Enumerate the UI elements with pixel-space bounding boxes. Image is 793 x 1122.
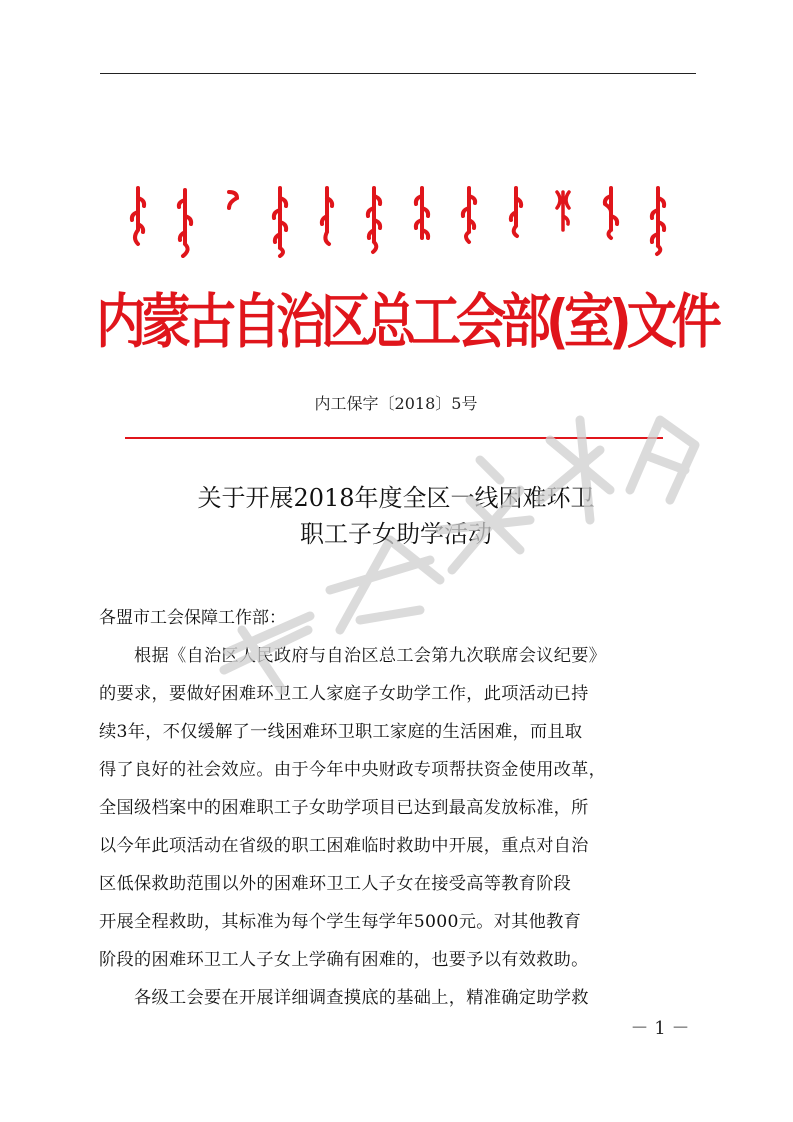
body-line: 以今年此项活动在省级的职工困难临时救助中开展，重点对自治 [99, 836, 589, 856]
document-title-line-2: 职工子女助学活动 [300, 520, 492, 548]
red-divider [125, 437, 663, 439]
mongolian-word [601, 186, 621, 258]
mongolian-word [317, 186, 337, 258]
document-title-line-1: 关于开展2018年度全区一线困难环卫 [197, 484, 595, 512]
mongolian-word [223, 186, 243, 258]
agency-title: 内蒙古自治区总工会部(室)文件 [96, 287, 717, 357]
mongolian-word [553, 186, 573, 258]
body-line: 阶段的困难环卫工人子女上学确有困难的，也要予以有效救助。 [99, 950, 589, 970]
mongolian-word [270, 186, 290, 258]
mongolian-title [128, 186, 668, 258]
mongolian-word [459, 186, 479, 258]
mongolian-word [128, 186, 148, 258]
mongolian-word [648, 186, 668, 258]
mongolian-word [364, 186, 384, 258]
body-line: 区低保救助范围以外的困难环卫工人子女在接受高等教育阶段 [99, 874, 572, 894]
body-line: 各级工会要在开展详细调查摸底的基础上，精准确定助学救 [134, 988, 589, 1008]
body-line: 根据《自治区人民政府与自治区总工会第九次联席会议纪要》 [134, 646, 607, 666]
page-number: － 1 － [630, 1018, 690, 1039]
body-line: 的要求，要做好困难环卫工人家庭子女助学工作，此项活动已持 [99, 684, 589, 704]
top-divider [100, 73, 696, 74]
document-title [96, 480, 696, 552]
body-line: 得了良好的社会效应。由于今年中央财政专项帮扶资金使用改革， [99, 760, 607, 780]
body-line: 开展全程救助，其标准为每个学生每学年5000元。对其他教育 [99, 912, 582, 932]
mongolian-word [506, 186, 526, 258]
mongolian-word [412, 186, 432, 258]
body-line: 续3年，不仅缓解了一线困难环卫职工家庭的生活困难，而且取 [99, 722, 583, 742]
body-line: 全国级档案中的困难职工子女助学项目已达到最高发放标准，所 [99, 798, 589, 818]
addressee: 各盟市工会保障工作部： [99, 608, 286, 628]
mongolian-word [175, 186, 195, 258]
document-number: 内工保字〔2018〕5号 [314, 394, 478, 413]
